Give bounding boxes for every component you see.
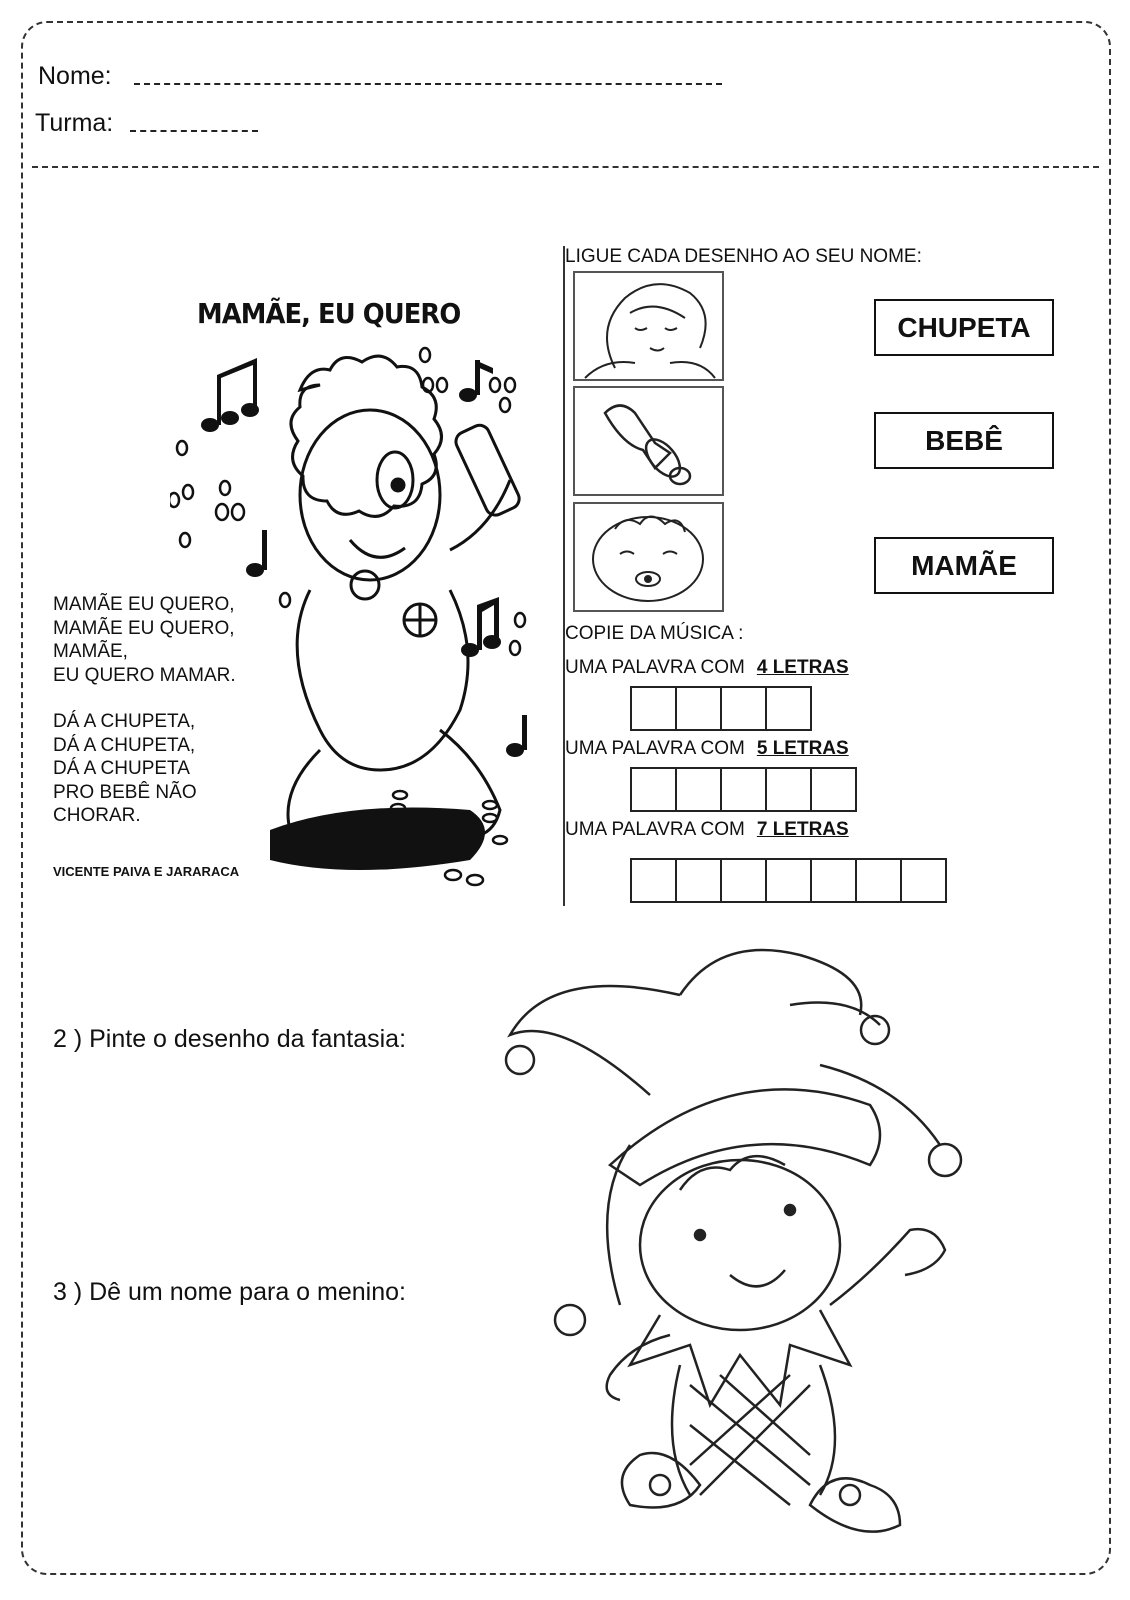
- letter-cell[interactable]: [765, 686, 812, 731]
- question-2: 2 ) Pinte o desenho da fantasia:: [53, 1025, 407, 1053]
- letter-cell[interactable]: [675, 767, 722, 812]
- letter-cell[interactable]: [720, 686, 767, 731]
- letter-cell[interactable]: [630, 767, 677, 812]
- jester-boy-illustration: [490, 945, 1000, 1565]
- letter-cell[interactable]: [720, 858, 767, 903]
- row-label-text: UMA PALAVRA COM: [565, 819, 745, 840]
- baby-face-icon: [575, 504, 722, 610]
- song-title: MAMÃE, EU QUERO: [197, 297, 461, 330]
- lyric-line: CHORAR.: [53, 805, 141, 826]
- letter-grid-4: [630, 686, 810, 731]
- lyric-line: MAMÃE EU QUERO,: [53, 594, 235, 615]
- letter-cell[interactable]: [630, 686, 677, 731]
- letter-grid-5: [630, 767, 855, 812]
- class-line: [130, 130, 258, 132]
- pacifier-icon: [575, 388, 722, 494]
- word-box-bebe[interactable]: BEBÊ: [874, 412, 1054, 469]
- lyric-line: MAMÃE EU QUERO,: [53, 617, 235, 639]
- letter-cell[interactable]: [765, 767, 812, 812]
- copy-row-label-5: [565, 738, 849, 760]
- lyrics-verse-1: [53, 593, 236, 687]
- copy-row-label-7: [565, 819, 849, 841]
- copy-row-label-4: [565, 657, 849, 679]
- word-box-mamae[interactable]: MAMÃE: [874, 537, 1054, 594]
- matching-instruction: LIGUE CADA DESENHO AO SEU NOME:: [565, 246, 922, 267]
- word-box-chupeta[interactable]: CHUPETA: [874, 299, 1054, 356]
- name-label: Nome:: [38, 62, 112, 90]
- row-label-text: UMA PALAVRA COM: [565, 657, 745, 678]
- class-label: Turma:: [35, 109, 114, 137]
- lyric-line: DÁ A CHUPETA: [53, 758, 190, 779]
- letter-cell[interactable]: [810, 858, 857, 903]
- letter-cell[interactable]: [720, 767, 767, 812]
- lyric-line: PRO BEBÊ NÃO: [53, 781, 197, 803]
- mother-face-icon: [575, 273, 722, 379]
- song-credits: VICENTE PAIVA E JARARACA: [53, 864, 240, 879]
- copy-instruction: COPIE DA MÚSICA :: [565, 623, 744, 644]
- letter-cell[interactable]: [765, 858, 812, 903]
- pacifier-picture[interactable]: [573, 386, 724, 496]
- letter-count: 7 LETRAS: [756, 819, 849, 840]
- letter-cell[interactable]: [810, 767, 857, 812]
- header-separator: [32, 166, 1099, 168]
- lyrics-verse-2: [53, 710, 236, 828]
- question-3: 3 ) Dê um nome para o menino:: [53, 1278, 406, 1306]
- mother-face-picture[interactable]: [573, 271, 724, 381]
- letter-cell[interactable]: [675, 858, 722, 903]
- song-lyrics: [53, 593, 236, 851]
- letter-cell[interactable]: [675, 686, 722, 731]
- row-label-text: UMA PALAVRA COM: [565, 738, 745, 759]
- lyric-line: EU QUERO MAMAR.: [53, 664, 236, 686]
- letter-grid-7: [630, 858, 945, 903]
- lyric-line: DÁ A CHUPETA,: [53, 734, 196, 756]
- baby-face-picture[interactable]: [573, 502, 724, 612]
- column-divider: [563, 246, 565, 906]
- letter-count: 4 LETRAS: [756, 657, 849, 678]
- letter-count: 5 LETRAS: [756, 738, 849, 759]
- letter-cell[interactable]: [630, 858, 677, 903]
- name-line: [134, 83, 722, 85]
- letter-cell[interactable]: [900, 858, 947, 903]
- lyric-line: MAMÃE,: [53, 641, 128, 662]
- lyric-line: DÁ A CHUPETA,: [53, 711, 196, 732]
- letter-cell[interactable]: [855, 858, 902, 903]
